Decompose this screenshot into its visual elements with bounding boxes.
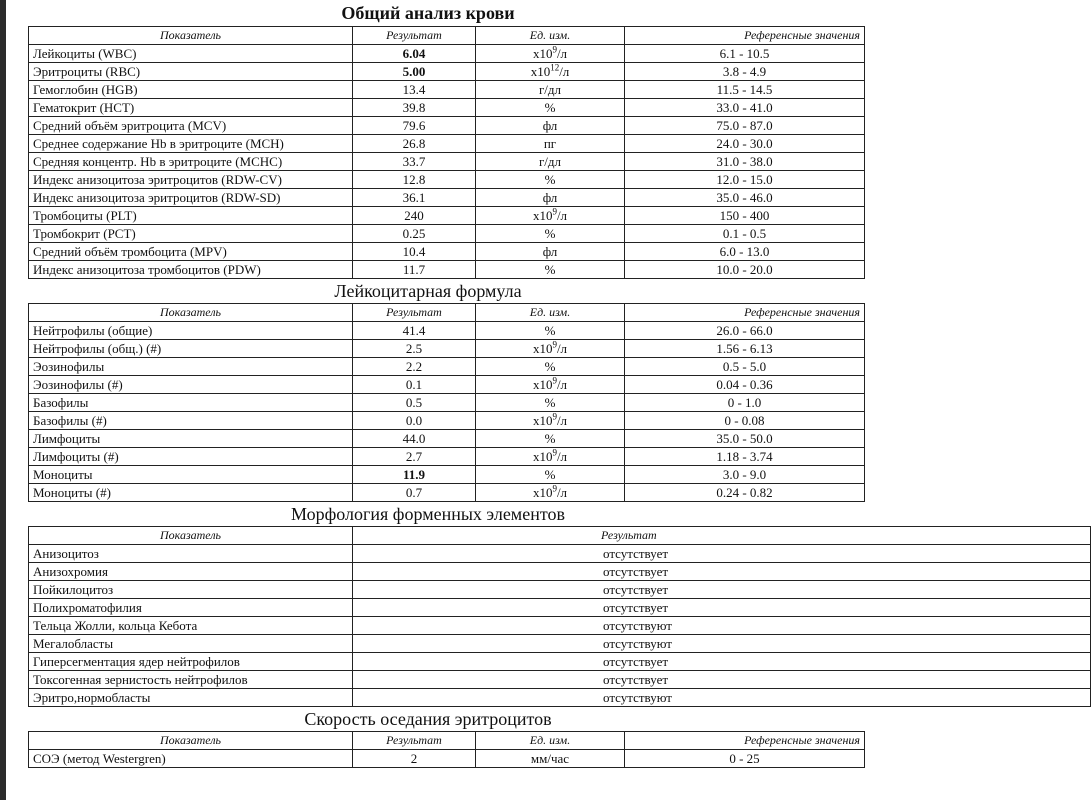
indicator-name: Средний объём тромбоцита (MPV) [29, 243, 353, 261]
unit-exponent: 9 [552, 447, 557, 458]
reference-range: 26.0 - 66.0 [625, 322, 865, 340]
result-value: 11.7 [353, 261, 476, 279]
indicator-name: Эритро,нормобласты [29, 689, 353, 707]
indicator-name: Индекс анизоцитоза тромбоцитов (PDW) [29, 261, 353, 279]
esr-table [28, 731, 865, 768]
diff-table [28, 303, 865, 502]
header-indicator: Показатель [29, 304, 353, 322]
reference-range: 0.04 - 0.36 [625, 376, 865, 394]
indicator-name: Тельца Жолли, кольца Кебота [29, 617, 353, 635]
result-value: 0.0 [353, 412, 476, 430]
result-value: 11.9 [353, 466, 476, 484]
result-value: отсутствует [353, 581, 1091, 599]
table-row [29, 599, 1091, 617]
table-row [29, 207, 865, 225]
table-row [29, 448, 865, 466]
header-indicator: Показатель [29, 27, 353, 45]
unit-base: % [544, 262, 556, 277]
table-row [29, 322, 865, 340]
unit-exponent: 9 [552, 44, 557, 55]
indicator-name: Индекс анизоцитоза эритроцитов (RDW-SD) [29, 189, 353, 207]
table-row [29, 81, 865, 99]
unit-cell [476, 189, 625, 207]
indicator-name: Эритроциты (RBC) [29, 63, 353, 81]
indicator-name: Анизохромия [29, 563, 353, 581]
reference-range: 0 - 25 [625, 750, 865, 768]
unit-cell [476, 207, 625, 225]
table-row [29, 671, 1091, 689]
header-reference: Референсные значения [625, 27, 865, 45]
unit-cell [476, 322, 625, 340]
reference-range: 0.1 - 0.5 [625, 225, 865, 243]
reference-range: 1.56 - 6.13 [625, 340, 865, 358]
unit-base: x10 [532, 341, 553, 356]
reference-range: 0.24 - 0.82 [625, 484, 865, 502]
table-row [29, 689, 1091, 707]
unit-base: % [544, 359, 556, 374]
result-value: отсутствуют [353, 689, 1091, 707]
table-row [29, 466, 865, 484]
unit-cell [476, 117, 625, 135]
unit-base: x10 [530, 64, 551, 79]
unit-base: x10 [532, 485, 553, 500]
reference-range: 0 - 1.0 [625, 394, 865, 412]
lab-report [28, 0, 860, 768]
unit-cell [476, 99, 625, 117]
reference-range: 1.18 - 3.74 [625, 448, 865, 466]
indicator-name: Лимфоциты [29, 430, 353, 448]
table-row [29, 617, 1091, 635]
unit-base: x10 [532, 377, 553, 392]
table-row [29, 340, 865, 358]
unit-cell [476, 466, 625, 484]
indicator-name: Токсогенная зернистость нейтрофилов [29, 671, 353, 689]
indicator-name: Нейтрофилы (общие) [29, 322, 353, 340]
reference-range: 33.0 - 41.0 [625, 99, 865, 117]
unit-cell [476, 261, 625, 279]
unit-base: % [544, 323, 556, 338]
unit-tail: /л [556, 341, 568, 356]
indicator-name: Эозинофилы (#) [29, 376, 353, 394]
table-row [29, 430, 865, 448]
indicator-name: Тромбокрит (PCT) [29, 225, 353, 243]
reference-range: 35.0 - 50.0 [625, 430, 865, 448]
unit-cell [476, 135, 625, 153]
unit-base: % [544, 172, 556, 187]
table-header-row [29, 732, 865, 750]
table-row [29, 635, 1091, 653]
table-row [29, 653, 1091, 671]
table-row [29, 189, 865, 207]
unit-exponent: 9 [552, 483, 557, 494]
indicator-name: Анизоцитоз [29, 545, 353, 563]
unit-tail: /л [556, 413, 568, 428]
reference-range: 0.5 - 5.0 [625, 358, 865, 376]
unit-cell [476, 81, 625, 99]
header-reference: Референсные значения [625, 732, 865, 750]
reference-range: 31.0 - 38.0 [625, 153, 865, 171]
section-title-morph: Морфология форменных элементов [291, 504, 565, 524]
header-result: Результат [353, 527, 1091, 545]
table-row [29, 171, 865, 189]
indicator-name: Пойкилоцитоз [29, 581, 353, 599]
table-header-row [29, 304, 865, 322]
table-row [29, 750, 865, 768]
unit-tail: /л [556, 449, 568, 464]
unit-base: % [544, 100, 556, 115]
reference-range: 3.0 - 9.0 [625, 466, 865, 484]
result-value: отсутствует [353, 545, 1091, 563]
unit-cell [476, 63, 625, 81]
unit-base: пг [543, 136, 557, 151]
table-row [29, 117, 865, 135]
left-edge-shadow [0, 0, 6, 800]
header-indicator: Показатель [29, 527, 353, 545]
result-value: 240 [353, 207, 476, 225]
result-value: 36.1 [353, 189, 476, 207]
unit-tail: /л [556, 377, 568, 392]
unit-cell [476, 412, 625, 430]
indicator-name: Полихроматофилия [29, 599, 353, 617]
indicator-name: Моноциты (#) [29, 484, 353, 502]
result-value: 2.2 [353, 358, 476, 376]
header-unit: Ед. изм. [476, 304, 625, 322]
unit-base: x10 [532, 413, 553, 428]
result-value: 5.00 [353, 63, 476, 81]
unit-base: % [544, 467, 556, 482]
unit-exponent: 9 [552, 206, 557, 217]
unit-base: мм/час [530, 751, 570, 766]
unit-base: x10 [532, 46, 553, 61]
section-title-diff: Лейкоцитарная формула [334, 281, 522, 301]
unit-base: x10 [532, 449, 553, 464]
unit-tail: /л [556, 46, 568, 61]
section-title-cbc: Общий анализ крови [341, 3, 515, 23]
result-value: 26.8 [353, 135, 476, 153]
result-value: отсутствуют [353, 635, 1091, 653]
indicator-name: Гематокрит (HCT) [29, 99, 353, 117]
reference-range: 6.1 - 10.5 [625, 45, 865, 63]
indicator-name: Гиперсегментация ядер нейтрофилов [29, 653, 353, 671]
result-value: 2 [353, 750, 476, 768]
indicator-name: Нейтрофилы (общ.) (#) [29, 340, 353, 358]
table-row [29, 63, 865, 81]
unit-cell [476, 448, 625, 466]
morph-table [28, 526, 1091, 707]
indicator-name: Средний объём эритроцита (MCV) [29, 117, 353, 135]
header-result: Результат [353, 304, 476, 322]
table-row [29, 545, 1091, 563]
unit-base: x10 [532, 208, 553, 223]
table-row [29, 135, 865, 153]
reference-range: 10.0 - 20.0 [625, 261, 865, 279]
unit-cell [476, 340, 625, 358]
result-value: отсутствует [353, 563, 1091, 581]
indicator-name: Лимфоциты (#) [29, 448, 353, 466]
indicator-name: СОЭ (метод Westergren) [29, 750, 353, 768]
indicator-name: Моноциты [29, 466, 353, 484]
unit-cell [476, 358, 625, 376]
result-value: 2.5 [353, 340, 476, 358]
unit-cell [476, 225, 625, 243]
reference-range: 150 - 400 [625, 207, 865, 225]
result-value: 0.25 [353, 225, 476, 243]
result-value: 0.1 [353, 376, 476, 394]
table-row [29, 376, 865, 394]
result-value: 0.5 [353, 394, 476, 412]
table-header-row [29, 527, 1091, 545]
indicator-name: Базофилы [29, 394, 353, 412]
indicator-name: Базофилы (#) [29, 412, 353, 430]
reference-range: 11.5 - 14.5 [625, 81, 865, 99]
unit-cell [476, 376, 625, 394]
reference-range: 12.0 - 15.0 [625, 171, 865, 189]
result-value: отсутствует [353, 599, 1091, 617]
unit-base: фл [542, 190, 558, 205]
result-value: 2.7 [353, 448, 476, 466]
unit-cell [476, 153, 625, 171]
table-header-row [29, 27, 865, 45]
table-row [29, 243, 865, 261]
section-title-esr: Скорость оседания эритроцитов [304, 709, 552, 729]
header-unit: Ед. изм. [476, 732, 625, 750]
reference-range: 0 - 0.08 [625, 412, 865, 430]
indicator-name: Мегалобласты [29, 635, 353, 653]
reference-range: 35.0 - 46.0 [625, 189, 865, 207]
header-unit: Ед. изм. [476, 27, 625, 45]
unit-cell [476, 45, 625, 63]
table-row [29, 153, 865, 171]
result-value: 10.4 [353, 243, 476, 261]
unit-cell [476, 484, 625, 502]
unit-tail: /л [556, 485, 568, 500]
header-result: Результат [353, 27, 476, 45]
indicator-name: Средняя концентр. Hb в эритроците (MCHC) [29, 153, 353, 171]
indicator-name: Индекс анизоцитоза эритроцитов (RDW-CV) [29, 171, 353, 189]
unit-base: г/дл [538, 154, 562, 169]
table-row [29, 358, 865, 376]
table-row [29, 581, 1091, 599]
unit-tail: /л [559, 64, 570, 79]
result-value: 41.4 [353, 322, 476, 340]
unit-base: фл [542, 244, 558, 259]
unit-cell [476, 430, 625, 448]
table-row [29, 484, 865, 502]
indicator-name: Среднее содержание Hb в эритроците (MCH) [29, 135, 353, 153]
result-value: 39.8 [353, 99, 476, 117]
unit-cell [476, 243, 625, 261]
result-value: 6.04 [353, 45, 476, 63]
result-value: 33.7 [353, 153, 476, 171]
unit-base: г/дл [538, 82, 562, 97]
indicator-name: Лейкоциты (WBC) [29, 45, 353, 63]
table-row [29, 412, 865, 430]
reference-range: 75.0 - 87.0 [625, 117, 865, 135]
result-value: отсутствуют [353, 617, 1091, 635]
result-value: 79.6 [353, 117, 476, 135]
table-row [29, 563, 1091, 581]
result-value: 12.8 [353, 171, 476, 189]
table-row [29, 261, 865, 279]
reference-range: 6.0 - 13.0 [625, 243, 865, 261]
header-result: Результат [353, 732, 476, 750]
cbc-table [28, 26, 865, 279]
reference-range: 24.0 - 30.0 [625, 135, 865, 153]
unit-base: % [544, 431, 556, 446]
unit-exponent: 12 [550, 62, 560, 73]
result-value: 0.7 [353, 484, 476, 502]
table-row [29, 45, 865, 63]
result-value: отсутствует [353, 653, 1091, 671]
indicator-name: Тромбоциты (PLT) [29, 207, 353, 225]
table-row [29, 394, 865, 412]
unit-exponent: 9 [552, 411, 557, 422]
unit-cell [476, 750, 625, 768]
header-indicator: Показатель [29, 732, 353, 750]
unit-base: % [544, 226, 556, 241]
unit-cell [476, 171, 625, 189]
result-value: отсутствует [353, 671, 1091, 689]
result-value: 44.0 [353, 430, 476, 448]
header-reference: Референсные значения [625, 304, 865, 322]
unit-base: фл [542, 118, 558, 133]
unit-base: % [544, 395, 556, 410]
table-row [29, 99, 865, 117]
reference-range: 3.8 - 4.9 [625, 63, 865, 81]
unit-exponent: 9 [552, 339, 557, 350]
unit-exponent: 9 [552, 375, 557, 386]
result-value: 13.4 [353, 81, 476, 99]
indicator-name: Гемоглобин (HGB) [29, 81, 353, 99]
table-row [29, 225, 865, 243]
unit-tail: /л [556, 208, 568, 223]
unit-cell [476, 394, 625, 412]
indicator-name: Эозинофилы [29, 358, 353, 376]
